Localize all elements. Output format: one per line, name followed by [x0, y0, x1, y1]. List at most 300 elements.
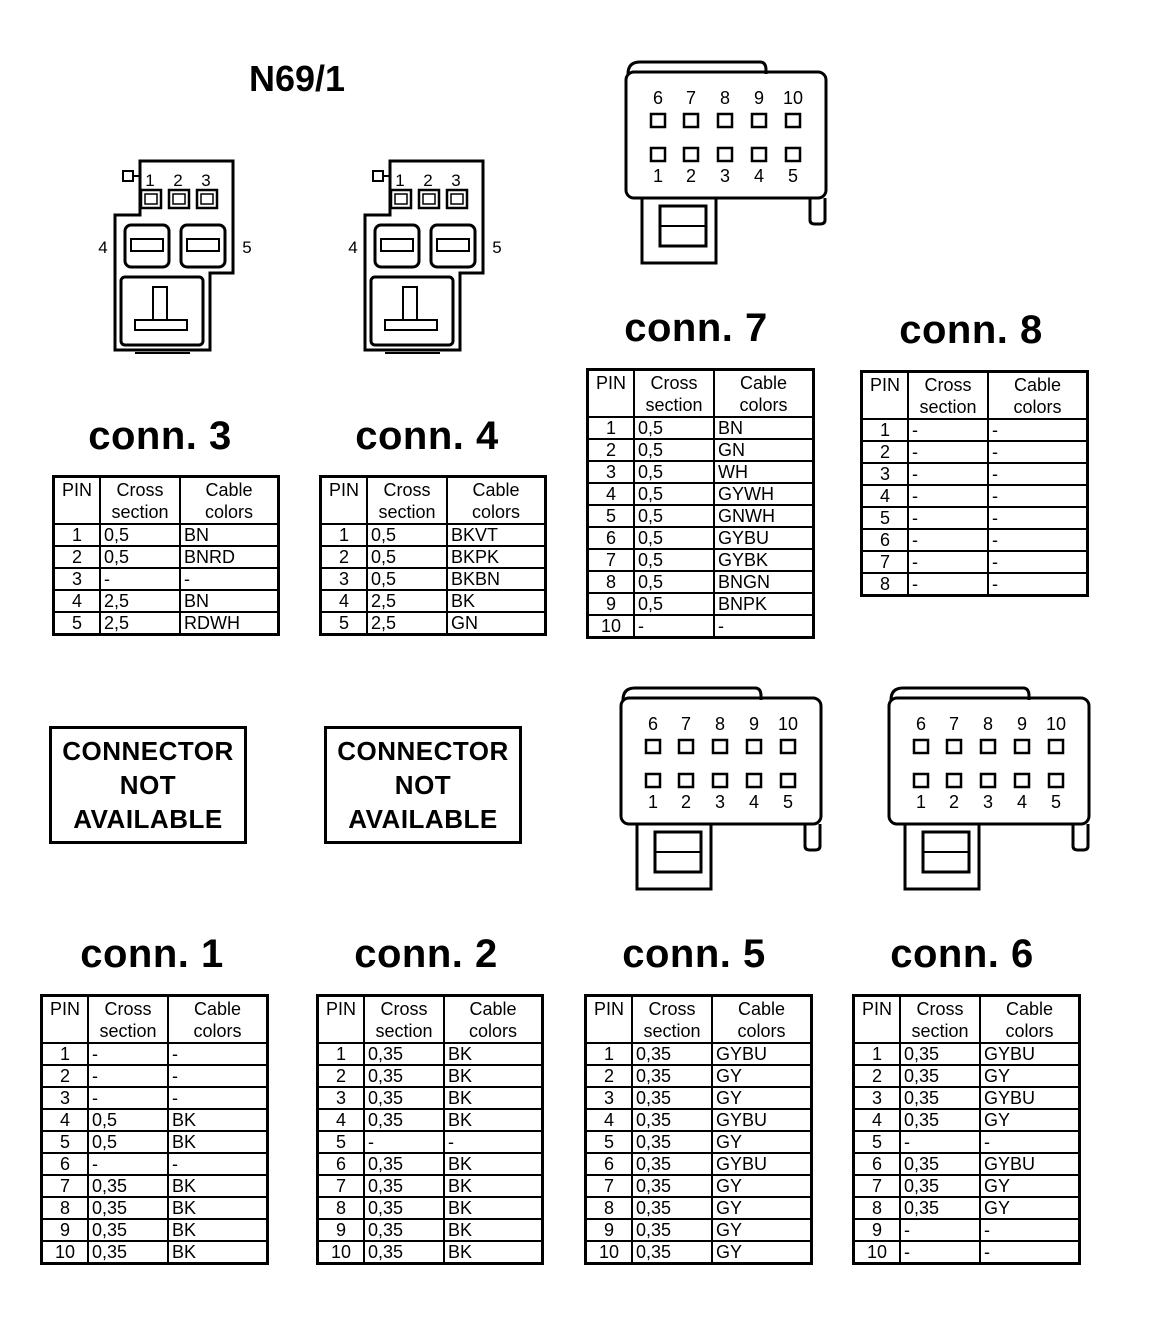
cable-color-cell: BK: [168, 1241, 268, 1264]
table-header-row: [862, 372, 1088, 420]
cross-section-cell: 0,35: [632, 1065, 712, 1087]
table-row: [54, 546, 279, 568]
cross-section-cell: 0,5: [88, 1131, 168, 1153]
pin-cell: 7: [318, 1175, 365, 1197]
cable-colors-header: [988, 372, 1088, 420]
pin-socket: [752, 148, 766, 161]
table-row: [854, 1241, 1080, 1264]
header-line: Cross: [924, 375, 972, 395]
table-row: [588, 571, 814, 593]
cable-color-cell: BN: [180, 590, 279, 612]
pin-number: 3: [982, 792, 994, 812]
pin-number: 9: [753, 88, 765, 108]
pin-cell: 9: [586, 1219, 633, 1241]
pin-cell: 4: [862, 485, 909, 507]
pin-socket: [747, 740, 761, 753]
cable-color-cell: -: [168, 1153, 268, 1175]
pin-cell: 9: [854, 1219, 901, 1241]
connector-3-drawing: [95, 155, 265, 365]
cable-color-cell: BNRD: [180, 546, 279, 568]
pin-number: 2: [948, 792, 960, 812]
cross-section-cell: 0,35: [900, 1065, 980, 1087]
header-line: colors: [737, 1021, 786, 1041]
cross-section-cell: 0,35: [632, 1219, 712, 1241]
cable-color-cell: GYBU: [712, 1109, 812, 1131]
conn4-table: [319, 475, 547, 636]
cable-color-cell: BN: [180, 524, 279, 546]
pin-cell: 7: [42, 1175, 89, 1197]
cable-color-cell: -: [980, 1131, 1080, 1153]
cable-color-cell: -: [714, 615, 814, 638]
cross-section-cell: -: [88, 1065, 168, 1087]
table-row: [318, 1065, 543, 1087]
cross-section-cell: 0,5: [100, 524, 180, 546]
table-row: [42, 1219, 268, 1241]
pin-number: 5: [242, 238, 252, 257]
table-row: [862, 529, 1088, 551]
cross-section-cell: 0,35: [900, 1087, 980, 1109]
cross-section-cell: 2,5: [367, 612, 447, 635]
cable-color-cell: BK: [444, 1219, 543, 1241]
cable-color-cell: -: [988, 507, 1088, 529]
page-title: N69/1: [249, 58, 346, 99]
table-row: [42, 1109, 268, 1131]
cross-section-cell: -: [88, 1043, 168, 1065]
table-row: [588, 527, 814, 549]
pin-cell: 5: [321, 612, 368, 635]
cross-section-cell: 2,5: [100, 590, 180, 612]
cross-section-cell: 0,35: [632, 1197, 712, 1219]
pin-number: 4: [348, 238, 358, 257]
pin-cell: 9: [318, 1219, 365, 1241]
cable-color-cell: GYBU: [712, 1043, 812, 1065]
cable-color-cell: GN: [714, 439, 814, 461]
pin-number: 2: [173, 171, 183, 190]
cross-section-cell: 0,35: [632, 1109, 712, 1131]
cable-color-cell: GYBU: [980, 1043, 1080, 1065]
cable-color-cell: -: [988, 529, 1088, 551]
pin-number: 2: [423, 171, 433, 190]
pin-cell: 9: [588, 593, 635, 615]
pin-cell: 8: [588, 571, 635, 593]
cable-color-cell: -: [988, 463, 1088, 485]
cross-section-cell: 0,35: [88, 1175, 168, 1197]
pin-number: 3: [714, 792, 726, 812]
cross-section-cell: 0,35: [364, 1153, 444, 1175]
table-row: [318, 1175, 543, 1197]
pin-cell: 7: [588, 549, 635, 571]
header-line: Cable: [1005, 999, 1054, 1019]
cross-section-cell: 0,35: [900, 1175, 980, 1197]
pin-socket: [1015, 740, 1029, 753]
cross-section-cell: 0,35: [632, 1153, 712, 1175]
cross-section-cell: 2,5: [367, 590, 447, 612]
cable-color-cell: GY: [712, 1175, 812, 1197]
pin-number: 1: [915, 792, 927, 812]
header-line: Cable: [1013, 375, 1062, 395]
conn5-table: [584, 994, 813, 1265]
cable-color-cell: GYBU: [980, 1087, 1080, 1109]
pin-socket: [914, 740, 928, 753]
conn6-table: [852, 994, 1081, 1265]
table-row: [318, 1109, 543, 1131]
pin-number: 5: [787, 166, 799, 186]
connector-4-drawing: [345, 155, 515, 365]
cross-section-cell: 0,35: [88, 1241, 168, 1264]
pin-cell: 6: [42, 1153, 89, 1175]
header-line: Cable: [193, 999, 242, 1019]
pin-number: 4: [748, 792, 760, 812]
pin-cell: 10: [588, 615, 635, 638]
table-row: [321, 568, 546, 590]
pin-cell: 2: [854, 1065, 901, 1087]
cross-section-header: [88, 996, 168, 1044]
table-row: [42, 1153, 268, 1175]
cross-section-cell: -: [908, 529, 988, 551]
table-row: [54, 612, 279, 635]
table-row: [854, 1131, 1080, 1153]
cable-color-cell: GNWH: [714, 505, 814, 527]
table-row: [42, 1175, 268, 1197]
cross-section-cell: 0,5: [367, 546, 447, 568]
table-row: [586, 1219, 812, 1241]
table-row: [42, 1065, 268, 1087]
pin-number: 10: [777, 714, 799, 734]
pin-cell: 9: [42, 1219, 89, 1241]
pin-number: 10: [782, 88, 804, 108]
connector-7-drawing: [620, 58, 835, 268]
cable-color-cell: GY: [712, 1065, 812, 1087]
table-header-row: [318, 996, 543, 1044]
cross-section-cell: -: [908, 441, 988, 463]
table-row: [862, 573, 1088, 596]
header-line: section: [375, 1021, 433, 1041]
cable-color-cell: BKBN: [447, 568, 546, 590]
table-row: [321, 546, 546, 568]
table-row: [42, 1087, 268, 1109]
pin-cell: 8: [862, 573, 909, 596]
cross-section-header: [367, 477, 447, 525]
pin-number: 4: [1016, 792, 1028, 812]
cross-section-header: [632, 996, 712, 1044]
cross-section-cell: 0,5: [634, 417, 714, 439]
cable-color-cell: BK: [168, 1197, 268, 1219]
table-row: [321, 524, 546, 546]
table-row: [588, 615, 814, 638]
cable-color-cell: GYBU: [980, 1153, 1080, 1175]
cross-section-cell: 0,35: [364, 1109, 444, 1131]
cable-color-cell: GYBU: [712, 1153, 812, 1175]
notice-line: NOT: [394, 770, 452, 800]
cross-section-cell: 0,35: [632, 1175, 712, 1197]
pin-cell: 2: [42, 1065, 89, 1087]
header-line: colors: [193, 1021, 242, 1041]
cross-section-cell: 0,35: [900, 1197, 980, 1219]
conn1-title: conn. 1: [80, 932, 224, 976]
cable-color-cell: BK: [168, 1219, 268, 1241]
table-row: [586, 1241, 812, 1264]
table-row: [588, 549, 814, 571]
cross-section-cell: -: [908, 485, 988, 507]
table-row: [854, 1065, 1080, 1087]
table-row: [321, 590, 546, 612]
pin-cell: 1: [854, 1043, 901, 1065]
cross-section-cell: 0,35: [900, 1043, 980, 1065]
cross-section-cell: 2,5: [100, 612, 180, 635]
header-line: Cable: [737, 999, 786, 1019]
pin-cell: 4: [318, 1109, 365, 1131]
cross-section-cell: 0,35: [364, 1065, 444, 1087]
header-line: Cable: [739, 373, 788, 393]
cross-section-cell: 0,35: [632, 1241, 712, 1264]
pin-socket: [981, 740, 995, 753]
pin-socket: [786, 148, 800, 161]
table-row: [318, 1131, 543, 1153]
cable-color-cell: BK: [444, 1087, 543, 1109]
table-row: [854, 1087, 1080, 1109]
header-line: section: [919, 397, 977, 417]
cross-section-cell: -: [908, 551, 988, 573]
cross-section-cell: -: [908, 463, 988, 485]
pin-socket: [718, 114, 732, 127]
pin-number: 1: [145, 171, 155, 190]
cable-colors-header: [980, 996, 1080, 1044]
header-line: Cross: [380, 999, 428, 1019]
cross-section-cell: 0,5: [100, 546, 180, 568]
pin-header: PIN: [586, 996, 633, 1044]
table-row: [586, 1175, 812, 1197]
table-row: [862, 551, 1088, 573]
pin-socket: [981, 774, 995, 787]
pin-cell: 4: [854, 1109, 901, 1131]
pin-number: 2: [685, 166, 697, 186]
pin-cell: 5: [42, 1131, 89, 1153]
table-row: [588, 417, 814, 439]
table-row: [318, 1043, 543, 1065]
cable-color-cell: GY: [980, 1065, 1080, 1087]
header-line: colors: [471, 502, 520, 522]
table-row: [588, 505, 814, 527]
table-header-row: [321, 477, 546, 525]
pin-cell: 10: [42, 1241, 89, 1264]
cable-color-cell: WH: [714, 461, 814, 483]
cable-color-cell: GYBU: [714, 527, 814, 549]
cable-colors-header: [168, 996, 268, 1044]
pin-number: 3: [201, 171, 211, 190]
header-line: Cable: [472, 480, 520, 500]
pin-cell: 3: [318, 1087, 365, 1109]
pin-cell: 5: [588, 505, 635, 527]
cable-color-cell: -: [168, 1087, 268, 1109]
cable-color-cell: GN: [447, 612, 546, 635]
cross-section-cell: 0,5: [634, 505, 714, 527]
cross-section-header: [634, 370, 714, 418]
pin-number: 6: [915, 714, 927, 734]
pin-number: 6: [647, 714, 659, 734]
pin-number: 9: [748, 714, 760, 734]
conn5-title: conn. 5: [622, 932, 766, 976]
cable-color-cell: GY: [980, 1175, 1080, 1197]
conn6-title: conn. 6: [890, 932, 1034, 976]
cross-section-cell: 0,5: [367, 568, 447, 590]
cable-color-cell: BK: [444, 1175, 543, 1197]
cable-color-cell: BK: [168, 1175, 268, 1197]
cross-section-cell: -: [634, 615, 714, 638]
header-line: colors: [204, 502, 253, 522]
pin-number: 5: [782, 792, 794, 812]
conn7-title: conn. 7: [624, 306, 768, 350]
cross-section-cell: 0,35: [364, 1241, 444, 1264]
conn8-title: conn. 8: [899, 308, 1043, 352]
pin-cell: 2: [588, 439, 635, 461]
notice-line: CONNECTOR: [62, 736, 234, 766]
pin-number: 6: [652, 88, 664, 108]
pin-cell: 4: [321, 590, 368, 612]
cable-color-cell: GY: [980, 1197, 1080, 1219]
pin-cell: 4: [42, 1109, 89, 1131]
table-row: [862, 485, 1088, 507]
cross-section-cell: 0,35: [632, 1043, 712, 1065]
table-row: [318, 1087, 543, 1109]
pin-cell: 4: [588, 483, 635, 505]
pin-socket: [679, 774, 693, 787]
table-row: [318, 1197, 543, 1219]
connector-6-drawing: [883, 684, 1098, 894]
table-row: [854, 1175, 1080, 1197]
pin-cell: 3: [854, 1087, 901, 1109]
cable-color-cell: -: [980, 1241, 1080, 1264]
header-line: Cross: [383, 480, 431, 500]
cross-section-cell: -: [100, 568, 180, 590]
cross-section-header: [900, 996, 980, 1044]
cross-section-cell: -: [908, 573, 988, 596]
pin-socket: [781, 774, 795, 787]
cross-section-cell: 0,35: [364, 1043, 444, 1065]
cross-section-cell: 0,35: [632, 1131, 712, 1153]
pin-number: 10: [1045, 714, 1067, 734]
conn3-table: [52, 475, 280, 636]
pin-cell: 1: [54, 524, 101, 546]
table-row: [42, 1043, 268, 1065]
cable-color-cell: -: [980, 1219, 1080, 1241]
header-line: Cable: [469, 999, 517, 1019]
table-row: [588, 593, 814, 615]
cable-color-cell: GYBK: [714, 549, 814, 571]
cable-color-cell: BN: [714, 417, 814, 439]
pin-cell: 5: [586, 1131, 633, 1153]
pin-cell: 3: [862, 463, 909, 485]
pin-number: 3: [719, 166, 731, 186]
table-row: [854, 1197, 1080, 1219]
pin-cell: 8: [318, 1197, 365, 1219]
table-row: [586, 1087, 812, 1109]
cable-colors-header: [180, 477, 279, 525]
cable-color-cell: BKPK: [447, 546, 546, 568]
cross-section-cell: -: [364, 1131, 444, 1153]
cable-color-cell: BNGN: [714, 571, 814, 593]
table-row: [854, 1153, 1080, 1175]
table-row: [318, 1219, 543, 1241]
cable-color-cell: BK: [444, 1197, 543, 1219]
cable-colors-header: [712, 996, 812, 1044]
pin-header: PIN: [588, 370, 635, 418]
cable-colors-header: [447, 477, 546, 525]
table-row: [54, 568, 279, 590]
cable-color-cell: GY: [712, 1219, 812, 1241]
pin-socket: [1049, 740, 1063, 753]
pin-socket: [651, 114, 665, 127]
cross-section-cell: 0,35: [88, 1197, 168, 1219]
table-row: [54, 590, 279, 612]
pin-cell: 10: [318, 1241, 365, 1264]
table-row: [321, 612, 546, 635]
conn8-table: [860, 370, 1089, 597]
cross-section-cell: 0,5: [634, 571, 714, 593]
cross-section-cell: 0,35: [364, 1219, 444, 1241]
pin-cell: 2: [54, 546, 101, 568]
cable-color-cell: GY: [712, 1197, 812, 1219]
conn3-title: conn. 3: [88, 414, 232, 458]
table-row: [42, 1241, 268, 1264]
table-row: [854, 1219, 1080, 1241]
pin-socket: [684, 114, 698, 127]
pin-cell: 3: [321, 568, 368, 590]
table-row: [54, 524, 279, 546]
conn1-table: [40, 994, 269, 1265]
cross-section-cell: -: [900, 1219, 980, 1241]
pin-socket: [947, 774, 961, 787]
pin-cell: 2: [321, 546, 368, 568]
table-header-row: [586, 996, 812, 1044]
pin-cell: 2: [586, 1065, 633, 1087]
pin-number: 4: [753, 166, 765, 186]
pin-number: 2: [680, 792, 692, 812]
pin-socket: [713, 774, 727, 787]
header-line: Cross: [916, 999, 964, 1019]
cross-section-header: [100, 477, 180, 525]
cable-color-cell: -: [180, 568, 279, 590]
pin-socket: [713, 740, 727, 753]
cable-color-cell: -: [988, 551, 1088, 573]
cross-section-cell: -: [900, 1241, 980, 1264]
latch-tab: [373, 171, 383, 181]
pin-socket: [947, 740, 961, 753]
pin-cell: 6: [318, 1153, 365, 1175]
cable-color-cell: GY: [712, 1131, 812, 1153]
table-row: [586, 1065, 812, 1087]
pin-cell: 6: [854, 1153, 901, 1175]
header-line: section: [645, 395, 703, 415]
notice-line: AVAILABLE: [73, 804, 223, 834]
pin-cell: 1: [588, 417, 635, 439]
pin-socket: [141, 190, 161, 208]
pin-header: PIN: [42, 996, 89, 1044]
pin-cell: 10: [854, 1241, 901, 1264]
table-row: [318, 1153, 543, 1175]
pin-cell: 7: [854, 1175, 901, 1197]
pin-socket: [781, 740, 795, 753]
header-line: colors: [739, 395, 788, 415]
pin-socket: [1049, 774, 1063, 787]
header-line: Cable: [205, 480, 253, 500]
table-row: [862, 463, 1088, 485]
cable-color-cell: GY: [712, 1241, 812, 1264]
conn2-title: conn. 2: [354, 932, 498, 976]
pin-cell: 8: [854, 1197, 901, 1219]
cable-color-cell: -: [168, 1065, 268, 1087]
cable-color-cell: -: [988, 573, 1088, 596]
pin-socket: [197, 190, 217, 208]
